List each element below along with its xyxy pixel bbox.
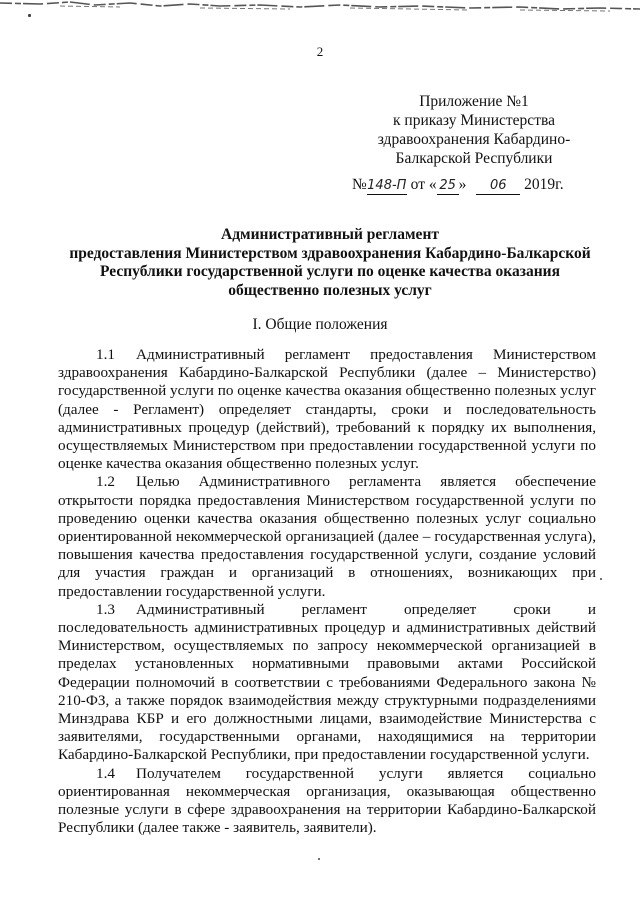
paragraph-number: 1.3 — [96, 600, 115, 618]
appendix-line: Балкарской Республики — [395, 150, 553, 167]
paragraph-number: 1.1 — [96, 346, 115, 363]
order-close-quote: » — [458, 176, 467, 193]
title-line: Республики государственной услуги по оценке качества оказания — [100, 263, 560, 281]
paragraph-number: 1.4 — [96, 764, 115, 782]
document-title — [40, 226, 620, 300]
order-year: 2019г. — [524, 176, 564, 193]
appendix-line: к приказу Министерства — [393, 112, 555, 129]
scan-edge-artifact — [0, 0, 640, 14]
paragraph-number: 1.2 — [96, 473, 115, 491]
scan-speck — [600, 578, 602, 580]
section-heading: I. Общие положения — [252, 316, 388, 333]
order-month-value: 06 — [476, 178, 520, 195]
paragraph-text: Получателем государственной услуги является социально ориентированная некоммерческая организация, оказывающая общественно полезные услуги в сфере здравоохранения на территории Кабардино-Балкарской Республики (далее также - заявитель, заявители). — [58, 764, 596, 837]
scan-speck — [318, 858, 320, 860]
order-number-value: 148-П — [367, 178, 407, 193]
order-number-prefix: № — [352, 176, 367, 193]
paragraph-text: Административный регламент предоставления Министерством здравоохранения Кабардино-Балкарской Республики (далее – Министерство) государственной услуги по оценке качества оказания общественно полезных услуг (далее - Регламент) определяет стандарты, сроки и последовательность административных процедур (действий), требований к порядку их выполнения, осуществляемых Министерством при предоставлении государственной услуги по оценке качества оказания общественно полезных услуг. — [58, 346, 596, 473]
paragraph — [58, 473, 596, 600]
paragraph — [58, 765, 596, 838]
appendix-line: здравоохранения Кабардино- — [377, 131, 571, 148]
title-line: Административный регламент — [221, 226, 439, 243]
appendix-block — [368, 92, 580, 168]
paragraph — [58, 601, 596, 765]
order-reference — [352, 175, 584, 195]
order-from-label: от « — [410, 176, 437, 193]
scan-speck — [28, 14, 31, 17]
document-body — [58, 346, 596, 837]
paragraph-text: Целью Административного регламента является обеспечение открытости порядка предоставления Министерством государственной услуги по проведению оценки качества оказания общественно полезных услуг социально ориентированной некоммерческой организацией (далее – государственная услуга), повышения качества предоставления государственной услуги, создание условий для участия граждан и организаций в отношениях, возникающих при предоставлении государственной услуги. — [58, 473, 596, 600]
title-line: предоставления Министерством здравоохранения Кабардино-Балкарской — [69, 244, 591, 262]
title-line: общественно полезных услуг — [228, 281, 432, 299]
appendix-line: Приложение №1 — [419, 93, 529, 110]
paragraph — [58, 346, 596, 473]
order-day-value: 25 — [437, 178, 459, 195]
page-number: 2 — [316, 44, 324, 59]
paragraph-text: Административный регламент определяет сроки и последовательность административных процедур и административных действий Министерством, осуществляемых по запросу некоммерческой организацией в пределах установленных нормативными правовыми актами Российской Федерации полномочий в соответствии с требованиями Федерального закона № 210-ФЗ, а также порядок взаимодействия между структурными подразделениями Минздрава КБР и его должностными лицами, взаимодействие Министерства с заявителями, государственными органами, находящимися на территории Кабардино-Балкарской Республики, при предоставлении государственной услуги. — [58, 600, 596, 764]
